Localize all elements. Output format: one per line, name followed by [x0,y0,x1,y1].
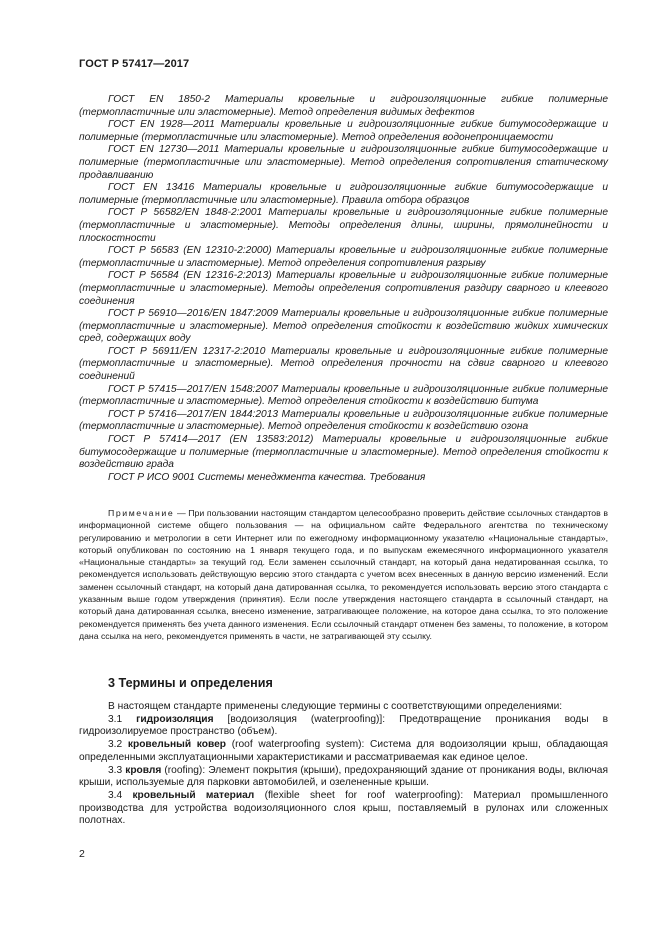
reference-item: ГОСТ Р 57414—2017 (EN 13583:2012) Материалы кровельные и гидроизоляционные гибкие битумосодержащие и полимерные (термопластичные и эластомерные). Метод определения стойкости к воздействию града [79,434,608,471]
term-definition: (flexible sheet for roof waterproofing): Материал промышленного производства для устройства водоизоляционного слоя крыш, поставляемый в рулонах или сложенных полотнах. [79,789,608,827]
term-definition: (roof waterproofing system): Система для водоизоляции крыш, обладающая определенными эксплуатационными характеристиками и рассматриваемая как единое целое. [79,739,608,763]
reference-item: ГОСТ Р 56583 (EN 12310-2:2000) Материалы кровельные и гидроизоляционные гибкие полимерные (термопластичные и эластомерные). Метод определения сопротивления разрыву [79,245,608,269]
reference-item: ГОСТ Р ИСО 9001 Системы менеджмента качества. Требования [108,471,426,483]
note-block [79,507,608,642]
reference-item: ГОСТ Р 56582/EN 1848-2:2001 Материалы кровельные и гидроизоляционные гибкие полимерные (термопластичные и эластомерные). Методы определения длины, ширины, прямолинейности и плоскостности [79,207,608,244]
term-name: кровля [125,764,162,776]
term-number: 3.4 [108,789,133,801]
term-item [79,739,608,764]
term-definition: (roofing): Элемент покрытия (крыши), предохраняющий здание от проникания воды, включая крыши, используемые для парковки автомобилей, и озелененные крыши. [79,764,608,789]
term-number: 3.2 [108,739,128,751]
note-paragraph [79,507,608,642]
term-number: 3.1 [108,713,137,725]
term-name: кровельный материал [132,789,255,801]
term-name: кровельный ковер [127,739,227,751]
term-item [79,714,608,739]
section-title: 3 Термины и определения [108,676,273,690]
page-header: ГОСТ Р 57417—2017 [79,58,190,70]
reference-item: ГОСТ EN 1850-2 Материалы кровельные и гидроизоляционные гибкие полимерные (термопластичные или эластомерные). Метод определения видимых дефектов [79,94,608,118]
page-number: 2 [79,848,85,860]
reference-item: ГОСТ Р 56910—2016/EN 1847:2009 Материалы кровельные и гидроизоляционные гибкие полимерные (термопластичные и эластомерные). Метод определения стойкости к воздействию жидких химических сред, содержащих воду [79,308,608,345]
term-number: 3.3 [108,764,126,776]
reference-item: ГОСТ EN 1928—2011 Материалы кровельные и гидроизоляционные гибкие битумосодержащие и полимерные (термопластичные или эластомерные). Метод определения водонепроницаемости [79,119,608,143]
term-definition: [водоизоляция (waterproofing)]: Предотвращение проникания воды в гидроизолируемое пространство (объем). [79,713,608,738]
reference-item: ГОСТ EN 12730—2011 Материалы кровельные и гидроизоляционные гибкие битумосодержащие и полимерные (термопластичные или эластомерные). Метод определения сопротивления статическому продавливанию [79,144,608,181]
note-label: Примечание [108,508,175,518]
reference-item: ГОСТ Р 56911/EN 12317-2:2010 Материалы кровельные и гидроизоляционные гибкие полимерные (термопластичные и эластомерные). Метод определения прочности на сдвиг сварного и клеевого соединений [79,345,608,383]
terms-list [79,701,608,828]
reference-item: ГОСТ Р 56584 (EN 12316-2:2013) Материалы кровельные и гидроизоляционные гибкие полимерные (термопластичные и эластомерные). Методы определения сопротивления раздиру сварного и клеевого соединения [79,270,608,307]
term-name: гидроизоляция [136,713,214,725]
note-text: — При пользовании настоящим стандартом целесообразно проверить действие ссылочных стандартов в информационной системе общего пользования — на официальном сайте Федерального агентства по техническому регулированию и метрологии в сети Интернет или по ежегодному информационному указателю «Национальные стандарты», который опубликован по состоянию на 1 января текущего года, и по выпускам ежемесячного информационного указателя «Национальные стандарты» за текущий год. Если заменен ссылочный стандарт, на который дана недатированная ссылка, то рекомендуется использовать действующую версию этого стандарта с учетом всех внесенных в данную версию изменений. Если заменен ссылочный стандарт, на который дана датированная ссылка, то рекомендуется использовать версию этого стандарта с указанным выше годом утверждения (принятия). Если после утверждения настоящего стандарта в ссылочный стандарт, на который дана датированная ссылка, внесено изменение, затрагивающее положение, на которое дана ссылка, то это положение рекомендуется применять без учета данного изменения. Если ссылочный стандарт отменен без замены, то положение, в котором дана ссылка на него, рекомендуется применять в части, не затрагивающей эту ссылку. [79,508,608,641]
reference-item: ГОСТ EN 13416 Материалы кровельные и гидроизоляционные гибкие битумосодержащие и полимерные (термопластичные или эластомерные). Правила отбора образцов [79,182,608,206]
term-item [79,790,608,828]
term-item [79,765,608,790]
reference-item: ГОСТ Р 57415—2017/EN 1548:2007 Материалы кровельные и гидроизоляционные гибкие полимерные (термопластичные и эластомерные). Метод определения стойкости к воздействию битума [79,383,608,408]
section-intro: В настоящем стандарте применены следующие термины с соответствующими определениями: [108,701,563,712]
normative-references-list [79,94,608,484]
reference-item: ГОСТ Р 57416—2017/EN 1844:2013 Материалы кровельные и гидроизоляционные гибкие полимерные (термопластичные и эластомерные). Метод определения стойкости к воздействию озона [79,408,608,433]
